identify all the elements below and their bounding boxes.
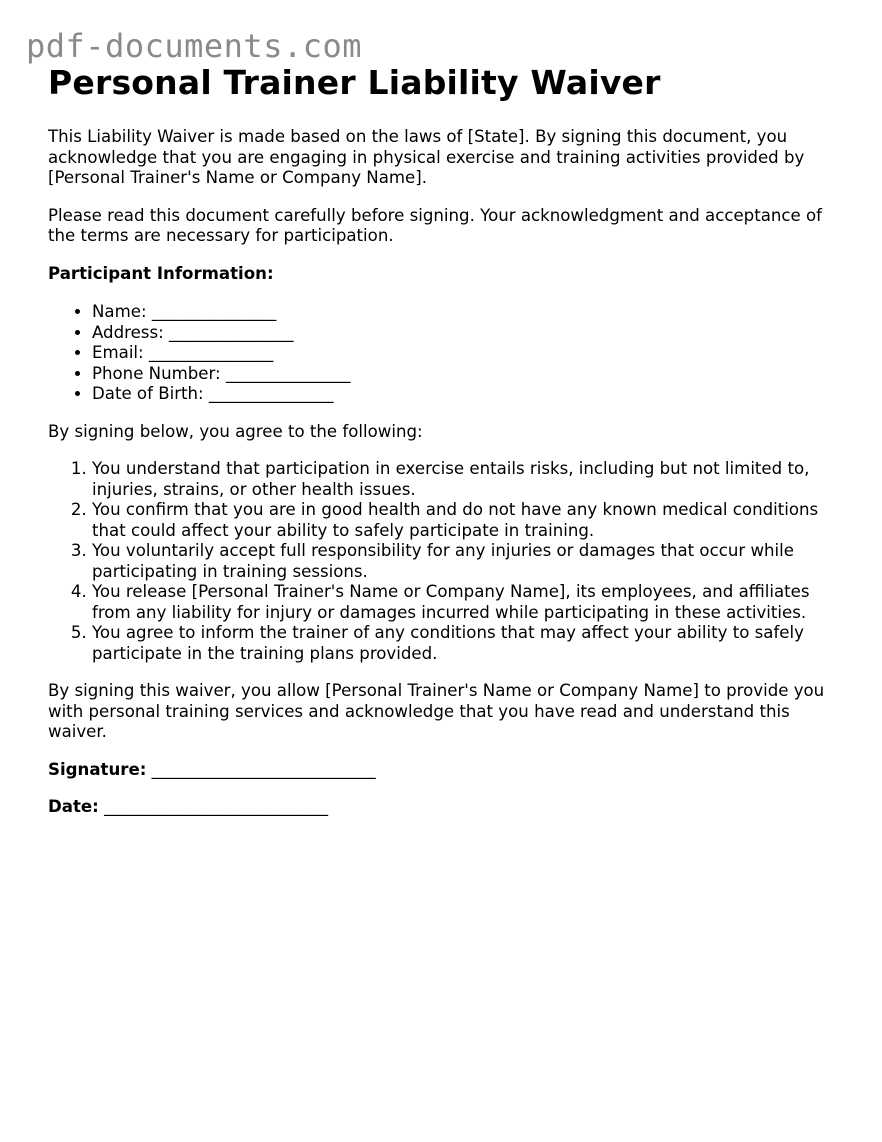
signature-label: Signature: [48,759,147,779]
participant-fields-list [48,302,848,405]
document-title: Personal Trainer Liability Waiver [48,63,661,102]
term-item: 4. You release [Personal Trainer's Name or Company Name], its employees, and affiliates from any liability for injury or damages incurred while participating in these activities. [92,582,848,623]
participant-info-heading: Participant Information: [48,263,274,283]
agreement-intro: By signing below, you agree to the following: [48,421,423,441]
closing-paragraph: By signing this waiver, you allow [Personal Trainer's Name or Company Name] to provide you with personal training services and acknowledge that you have read and understand this waiver. [48,681,825,741]
document-page [48,62,848,818]
signature-line[interactable]: ___________________________ [151,759,376,779]
instructions-paragraph: Please read this document carefully before signing. Your acknowledgment and acceptance of the terms are necessary for participation. [48,205,822,245]
name-field[interactable]: • Name: _______________ [92,302,848,323]
date-label: Date: [48,797,99,816]
term-item: 2. You confirm that you are in good health and do not have any known medical conditions that could affect your ability to safely participate in training. [92,500,848,541]
terms-list [48,459,848,664]
watermark: pdf-documents.com [26,27,363,65]
date-line[interactable]: ___________________________ [104,797,329,816]
term-item: 5. You agree to inform the trainer of any conditions that may affect your ability to safely participate in the training plans provided. [92,623,848,664]
email-field[interactable]: • Email: _______________ [92,343,848,364]
address-field[interactable]: • Address: _______________ [92,323,848,344]
phone-number-field[interactable]: • Phone Number: _______________ [92,364,848,385]
date-of-birth-field[interactable]: • Date of Birth: _______________ [92,384,848,405]
term-item: 3. You voluntarily accept full responsibility for any injuries or damages that occur while participating in training sessions. [92,541,848,582]
date-field[interactable] [48,797,848,818]
term-item: 1. You understand that participation in exercise entails risks, including but not limited to, injuries, strains, or other health issues. [92,459,848,500]
signature-field[interactable] [48,760,848,781]
intro-paragraph: This Liability Waiver is made based on the laws of [State]. By signing this document, you acknowledge that you are engaging in physical exercise and training activities provided by [Personal Trainer's Name or Company Name]. [48,127,805,187]
